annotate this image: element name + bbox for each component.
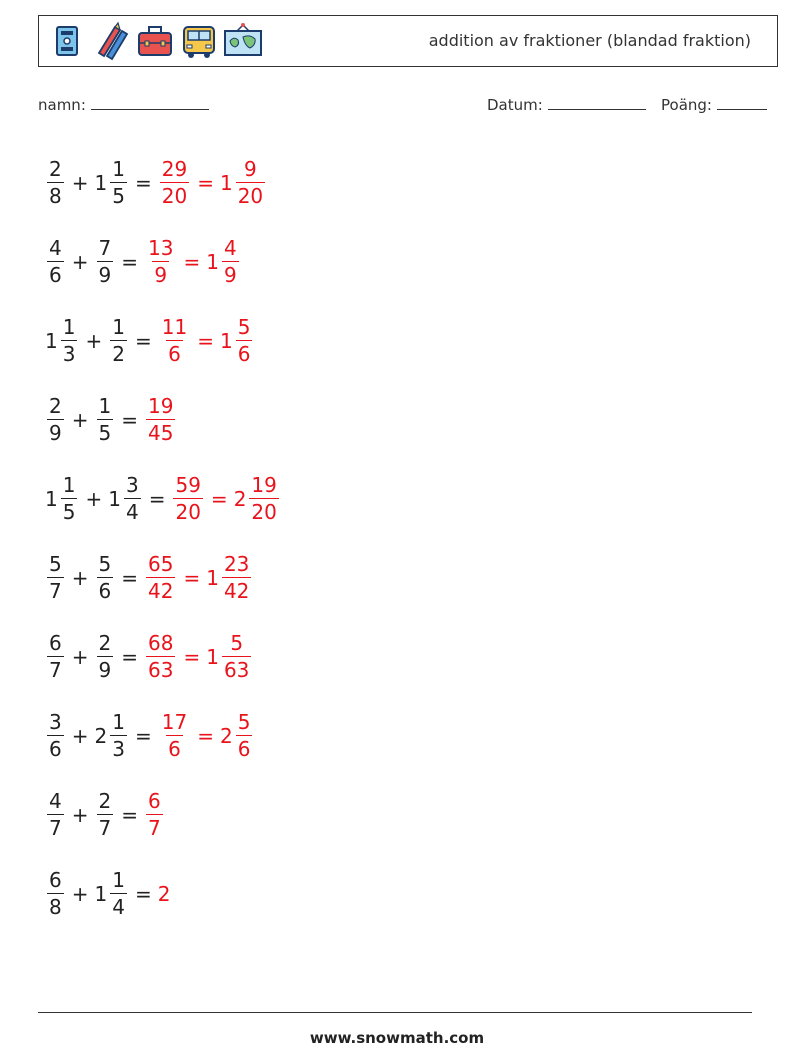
fraction <box>236 317 253 364</box>
equals-sign: = <box>197 328 214 353</box>
denominator: 3 <box>112 737 125 761</box>
numerator: 6 <box>49 631 62 655</box>
footer-website: www.snowmath.com <box>309 1029 485 1047</box>
denominator: 20 <box>251 500 277 524</box>
answer-whole: 2 <box>157 881 171 906</box>
numerator: 9 <box>244 157 257 181</box>
improper-fraction-answer <box>158 159 191 206</box>
denominator: 6 <box>168 737 181 761</box>
numerator: 5 <box>237 710 251 734</box>
equals-sign: = <box>134 881 152 906</box>
numerator: 23 <box>223 552 250 576</box>
fraction <box>47 712 64 759</box>
fraction <box>110 159 127 206</box>
denominator: 8 <box>49 895 62 919</box>
icon-strip <box>47 21 263 61</box>
denominator: 63 <box>148 658 174 682</box>
improper-fraction-answer <box>144 633 177 680</box>
denominator: 9 <box>98 658 112 682</box>
improper-fraction-answer <box>144 396 177 443</box>
mixed-number-answer <box>220 159 267 206</box>
plus-sign: + <box>71 802 89 827</box>
numerator: 11 <box>161 315 188 339</box>
fraction <box>146 633 175 680</box>
first-addend <box>45 396 66 443</box>
fraction <box>47 396 64 443</box>
fraction <box>160 317 189 364</box>
fraction <box>124 475 141 522</box>
whole-number: 1 <box>45 486 58 511</box>
fraction <box>47 159 64 206</box>
denominator: 63 <box>223 658 250 682</box>
denominator: 5 <box>98 421 112 445</box>
mixed-number-answer <box>206 633 253 680</box>
answer <box>144 238 241 285</box>
second-addend <box>95 159 129 206</box>
denominator: 7 <box>98 816 112 840</box>
fraction <box>146 396 175 443</box>
fraction <box>47 870 64 917</box>
equals-sign: = <box>197 170 214 195</box>
map-board-icon <box>223 21 263 61</box>
fraction <box>236 712 253 759</box>
second-addend <box>95 791 116 838</box>
second-addend <box>95 633 116 680</box>
denominator: 7 <box>148 816 161 840</box>
numerator: 1 <box>62 473 76 497</box>
plus-sign: + <box>71 565 89 590</box>
denominator: 6 <box>49 737 62 761</box>
numerator: 17 <box>161 710 188 734</box>
first-addend <box>45 791 66 838</box>
improper-fraction-answer <box>144 554 177 601</box>
answer <box>158 317 255 364</box>
plus-sign: + <box>71 407 89 432</box>
fraction <box>97 633 114 680</box>
numerator: 19 <box>251 473 277 497</box>
equals-sign: = <box>121 644 138 669</box>
answer <box>171 475 280 522</box>
date-blank[interactable] <box>548 94 646 110</box>
numerator: 7 <box>98 236 112 260</box>
denominator: 4 <box>125 500 139 524</box>
fraction <box>61 475 78 522</box>
name-blank[interactable] <box>91 94 209 110</box>
fraction <box>146 238 175 285</box>
problem-row <box>45 380 281 459</box>
numerator: 59 <box>175 473 201 497</box>
first-addend <box>45 633 66 680</box>
answer <box>144 396 177 443</box>
first-addend <box>45 317 79 364</box>
equals-sign: = <box>134 170 152 195</box>
fraction <box>222 238 239 285</box>
whole-number: 1 <box>45 328 58 353</box>
numerator: 19 <box>148 394 174 418</box>
denominator: 6 <box>237 342 251 366</box>
fraction <box>47 633 64 680</box>
numerator: 6 <box>49 868 62 892</box>
fraction <box>47 791 64 838</box>
denominator: 42 <box>223 579 250 603</box>
fraction <box>160 712 189 759</box>
numerator: 1 <box>112 157 125 181</box>
whole-number: 2 <box>233 486 247 511</box>
equals-sign: = <box>197 723 214 748</box>
numerator: 3 <box>49 710 62 734</box>
denominator: 7 <box>49 816 62 840</box>
equals-sign: = <box>183 644 201 669</box>
denominator: 3 <box>62 342 76 366</box>
equals-sign: = <box>148 486 166 511</box>
fraction <box>173 475 202 522</box>
fraction <box>97 238 114 285</box>
numerator: 13 <box>148 236 174 260</box>
problem-row <box>45 775 281 854</box>
equals-sign: = <box>121 407 138 432</box>
fraction <box>249 475 278 522</box>
fraction <box>222 633 251 680</box>
fraction <box>47 238 64 285</box>
numerator: 1 <box>112 868 125 892</box>
briefcase-icon <box>135 21 175 61</box>
whole-number: 2 <box>219 723 233 748</box>
improper-fraction-answer <box>144 791 165 838</box>
whole-number: 1 <box>94 881 108 906</box>
denominator: 6 <box>237 737 251 761</box>
denominator: 9 <box>49 421 62 445</box>
answer <box>158 882 171 906</box>
school-bus-icon <box>179 21 219 61</box>
fraction <box>97 554 114 601</box>
numerator: 6 <box>148 789 161 813</box>
numerator: 65 <box>148 552 174 576</box>
mixed-number-answer <box>206 238 240 285</box>
numerator: 1 <box>98 394 112 418</box>
name-field[interactable] <box>38 94 209 114</box>
plus-sign: + <box>71 170 89 195</box>
first-addend <box>45 712 66 759</box>
numerator: 5 <box>237 315 251 339</box>
problem-row <box>45 459 281 538</box>
equals-sign: = <box>183 249 201 274</box>
equals-sign: = <box>210 486 228 511</box>
numerator: 2 <box>98 631 112 655</box>
equals-sign: = <box>121 565 138 590</box>
denominator: 20 <box>237 184 264 208</box>
denominator: 5 <box>62 500 76 524</box>
worksheet-title: addition av fraktioner (blandad fraktion) <box>428 31 751 50</box>
whole-number: 2 <box>94 723 108 748</box>
header-box <box>38 15 778 67</box>
first-addend <box>45 870 66 917</box>
denominator: 42 <box>148 579 174 603</box>
plus-sign: + <box>71 881 89 906</box>
numerator: 2 <box>49 157 62 181</box>
numerator: 4 <box>49 789 62 813</box>
fraction <box>146 554 175 601</box>
second-addend <box>108 317 129 364</box>
denominator: 4 <box>112 895 125 919</box>
second-addend <box>95 396 116 443</box>
numerator: 5 <box>98 552 112 576</box>
first-addend <box>45 475 79 522</box>
mixed-number-answer <box>234 475 281 522</box>
first-addend <box>45 159 66 206</box>
whole-number: 1 <box>219 328 233 353</box>
whole-number: 1 <box>206 249 219 274</box>
problem-row <box>45 538 281 617</box>
problem-row <box>45 301 281 380</box>
denominator: 9 <box>154 263 168 287</box>
fraction <box>110 712 127 759</box>
problem-row <box>45 617 281 696</box>
fraction <box>97 791 114 838</box>
improper-fraction-answer <box>171 475 204 522</box>
numerator: 4 <box>223 236 237 260</box>
mixed-number-answer <box>220 317 254 364</box>
numerator: 2 <box>98 789 112 813</box>
answer <box>158 712 255 759</box>
answer <box>158 159 267 206</box>
numerator: 5 <box>230 631 244 655</box>
fraction <box>61 317 78 364</box>
denominator: 6 <box>168 342 181 366</box>
numerator: 4 <box>49 236 62 260</box>
crayons-icon <box>91 21 131 61</box>
fraction <box>222 554 251 601</box>
fraction <box>97 396 114 443</box>
numerator: 29 <box>161 157 188 181</box>
date-field[interactable] <box>487 94 646 114</box>
equals-sign: = <box>183 565 201 590</box>
fraction <box>47 554 64 601</box>
score-blank[interactable] <box>717 94 767 110</box>
denominator: 6 <box>98 579 112 603</box>
improper-fraction-answer <box>158 317 191 364</box>
fraction <box>110 870 127 917</box>
second-addend <box>108 475 142 522</box>
denominator: 20 <box>175 500 201 524</box>
denominator: 7 <box>49 658 62 682</box>
problem-row <box>45 143 281 222</box>
equals-sign: = <box>121 802 138 827</box>
second-addend <box>95 870 129 917</box>
denominator: 9 <box>98 263 112 287</box>
plus-sign: + <box>71 644 89 669</box>
first-addend <box>45 238 66 285</box>
numerator: 1 <box>112 710 125 734</box>
fraction <box>236 159 265 206</box>
denominator: 5 <box>112 184 125 208</box>
numerator: 3 <box>125 473 139 497</box>
whole-number: 1 <box>108 486 121 511</box>
numerator: 68 <box>148 631 174 655</box>
fraction <box>110 317 127 364</box>
second-addend <box>95 238 116 285</box>
plus-sign: + <box>85 328 103 353</box>
numerator: 1 <box>112 315 125 339</box>
score-field[interactable] <box>661 94 767 114</box>
numerator: 5 <box>49 552 62 576</box>
equals-sign: = <box>121 249 138 274</box>
denominator: 45 <box>148 421 174 445</box>
problem-row <box>45 696 281 775</box>
denominator: 9 <box>223 263 237 287</box>
name-label: namn: <box>38 96 86 114</box>
denominator: 7 <box>49 579 62 603</box>
mixed-number-answer <box>206 554 253 601</box>
denominator: 8 <box>49 184 62 208</box>
plus-sign: + <box>85 486 103 511</box>
footer-divider <box>38 1012 752 1013</box>
improper-fraction-answer <box>144 238 177 285</box>
whole-number: 1 <box>206 644 219 669</box>
plus-sign: + <box>71 249 89 274</box>
mixed-number-answer <box>220 712 254 759</box>
whole-number: 1 <box>94 170 108 195</box>
denominator: 6 <box>49 263 62 287</box>
problem-row <box>45 222 281 301</box>
equals-sign: = <box>134 723 152 748</box>
plus-sign: + <box>71 723 89 748</box>
problem-row <box>45 854 281 933</box>
whole-number: 1 <box>219 170 233 195</box>
second-addend <box>95 712 129 759</box>
second-addend <box>95 554 116 601</box>
denominator: 20 <box>161 184 188 208</box>
first-addend <box>45 554 66 601</box>
date-label: Datum: <box>487 96 543 114</box>
problem-list <box>45 143 281 933</box>
improper-fraction-answer <box>158 712 191 759</box>
denominator: 2 <box>112 342 125 366</box>
whole-number: 1 <box>206 565 219 590</box>
numerator: 1 <box>62 315 76 339</box>
sharpener-icon <box>47 21 87 61</box>
numerator: 2 <box>49 394 62 418</box>
answer <box>144 633 253 680</box>
fraction <box>160 159 189 206</box>
score-label: Poäng: <box>661 96 712 114</box>
answer <box>144 554 253 601</box>
answer <box>144 791 165 838</box>
equals-sign: = <box>134 328 152 353</box>
fraction <box>146 791 163 838</box>
